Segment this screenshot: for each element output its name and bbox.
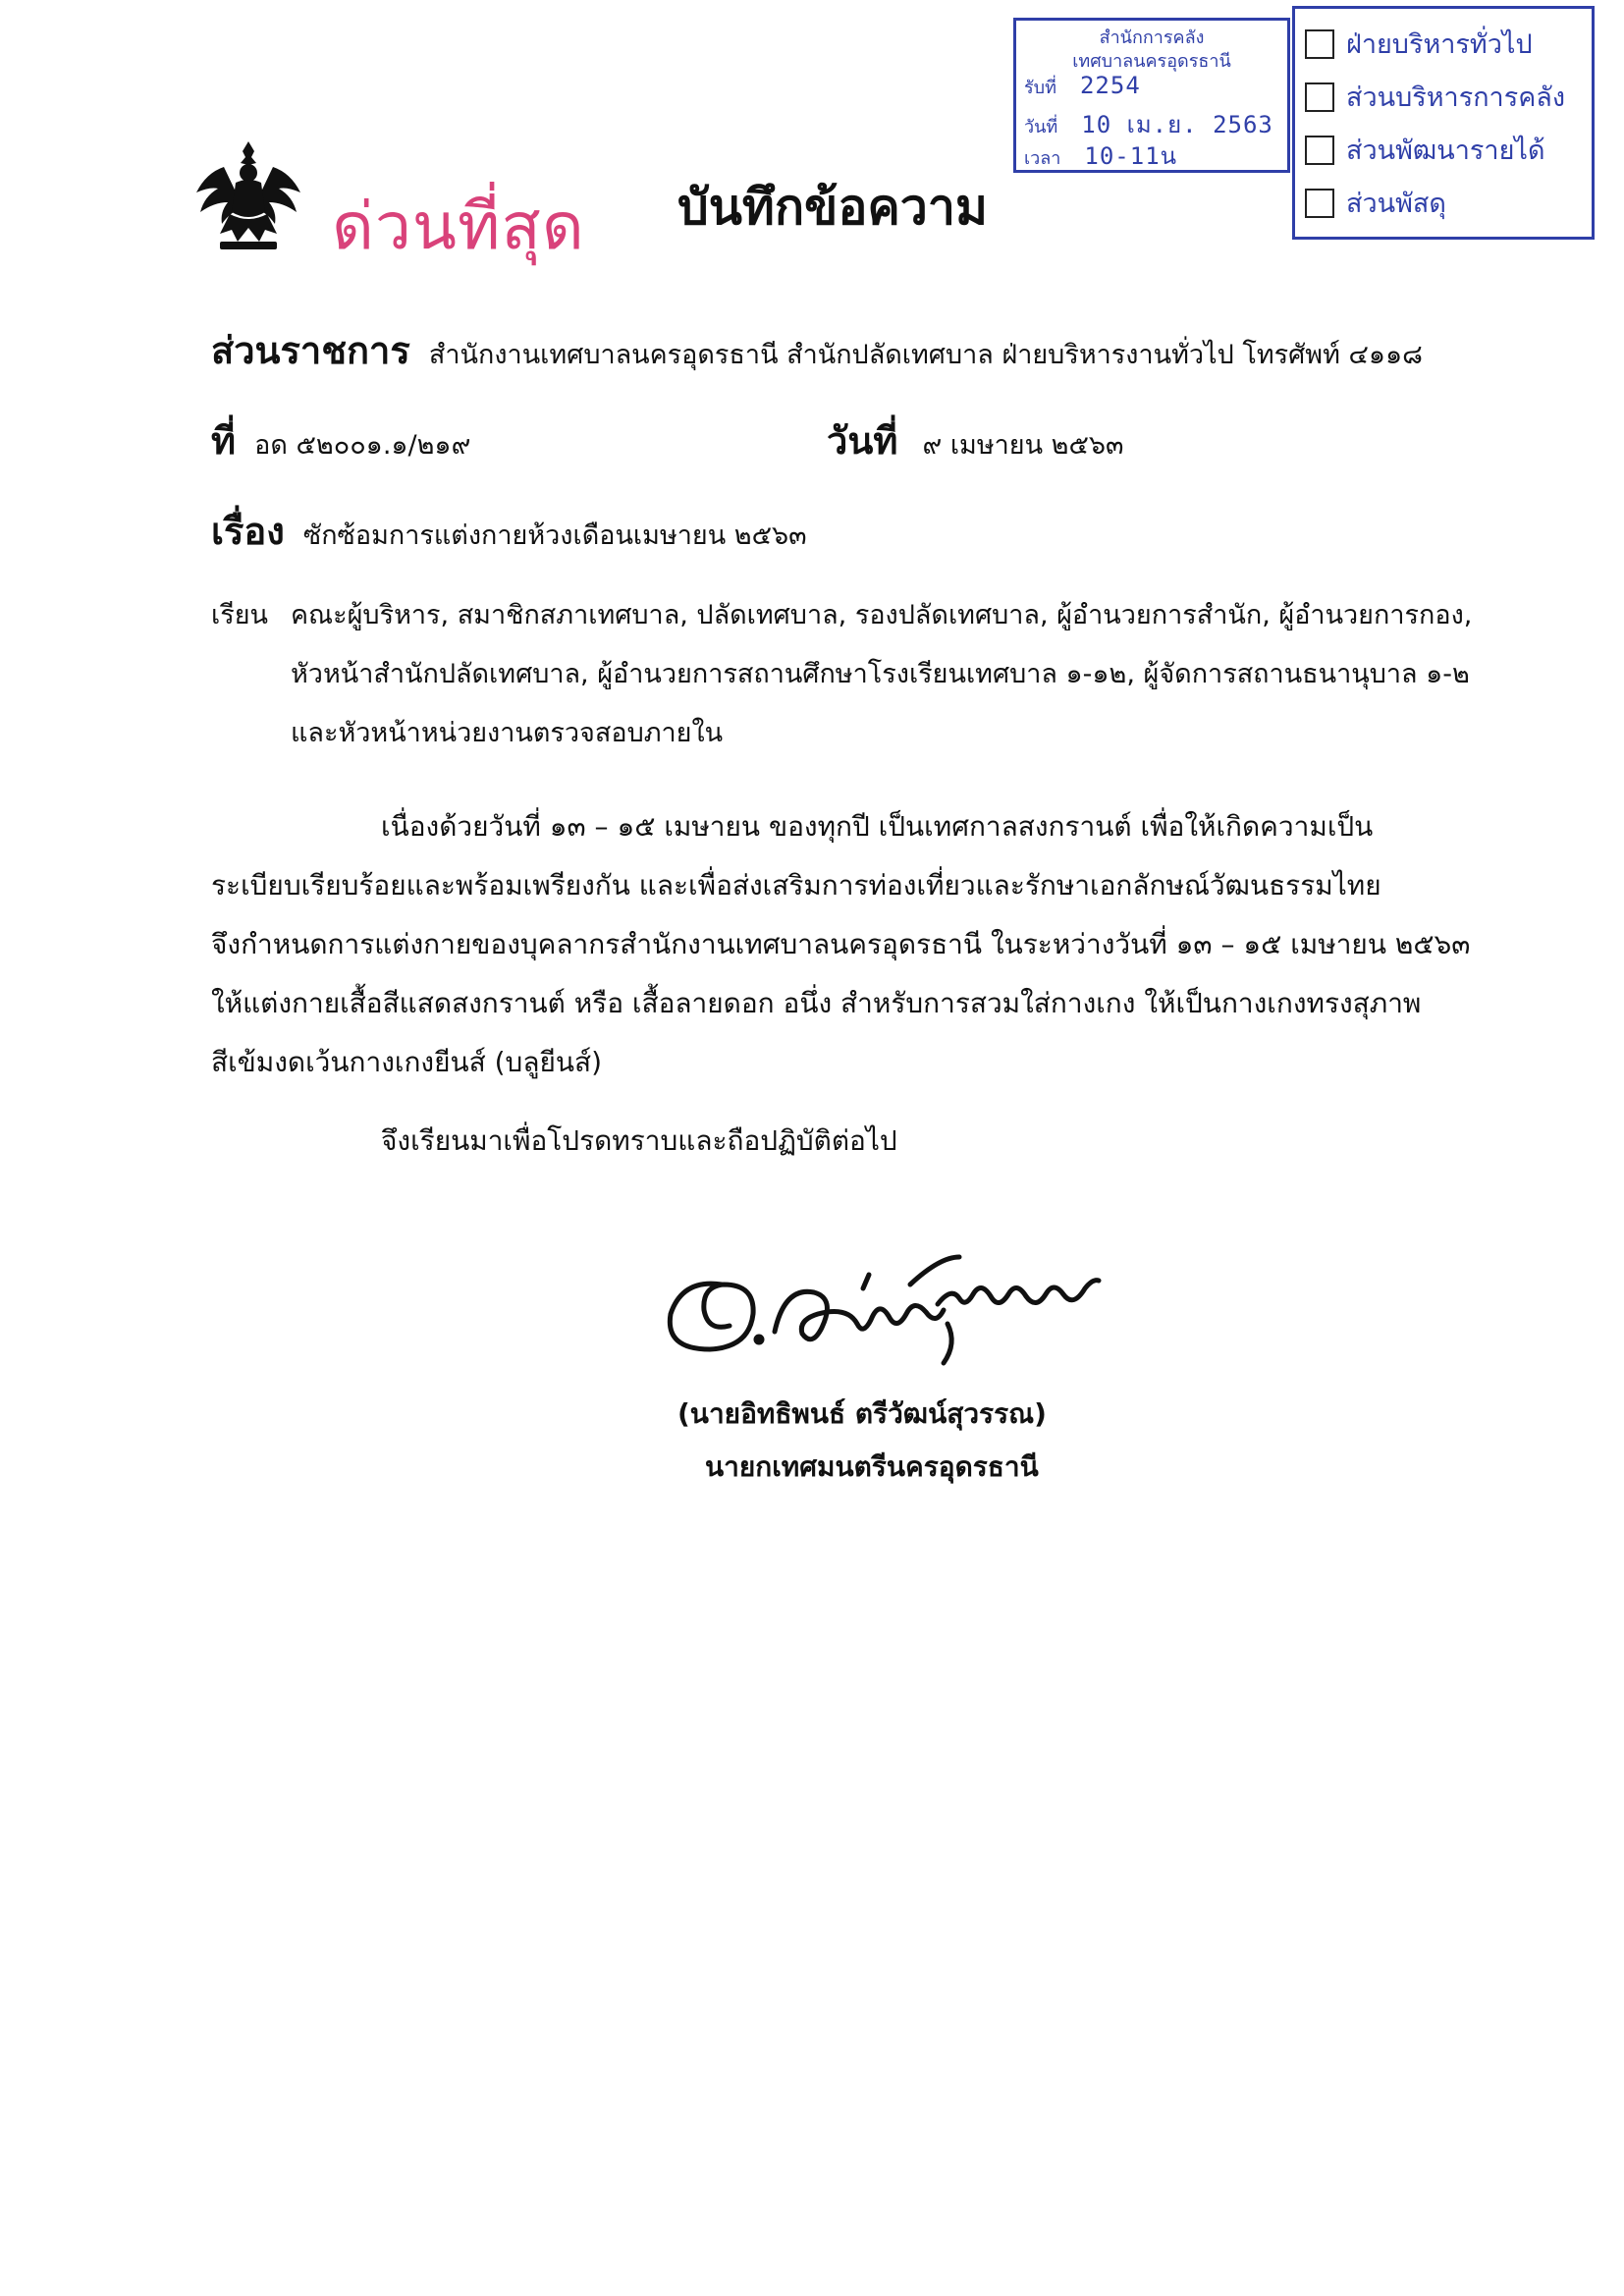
stamp-date-value: 10 เม.ย. 2563 (1081, 111, 1273, 138)
subject-label: เรื่อง (211, 510, 285, 553)
division-item (1305, 129, 1545, 171)
stamp-org-name: สำนักการคลัง (1099, 27, 1205, 48)
addressee-line: หัวหน้าสำนักปลัดเทศบาล, ผู้อำนวยการสถานศึกษาโรงเรียนเทศบาล ๑-๑๒, ผู้จัดการสถานธนานุบาล ๑-๒ (291, 659, 1470, 689)
division-checkbox (1305, 29, 1334, 59)
receive-stamp (1013, 18, 1290, 173)
agency-line (211, 320, 1423, 380)
addressee-line: คณะผู้บริหาร, สมาชิกสภาเทศบาล, ปลัดเทศบาล, รองปลัดเทศบาล, ผู้อำนวยการสำนัก, ผู้อำนวยการกอง, (291, 600, 1473, 630)
date-value: ๙ เมษายน ๒๕๖๓ (922, 430, 1124, 461)
stamp-received-value: 2254 (1079, 72, 1141, 99)
stamp-received-label: รับที่ (1024, 78, 1056, 98)
subject-value: ซักซ้อมการแต่งกายห้วงเดือนเมษายน ๒๕๖๓ (302, 520, 807, 551)
addressee-label: เรียน (211, 600, 269, 630)
division-item-label: ส่วนพัสดุ (1346, 189, 1446, 219)
stamp-org-subname: เทศบาลนครอุดรธานี (1072, 51, 1231, 72)
agency-label: ส่วนราชการ (211, 329, 410, 372)
garuda-emblem-icon (194, 137, 302, 255)
body-line: ระเบียบเรียบร้อยและพร้อมเพรียงกัน และเพื่อส่งเสริมการท่องเที่ยวและรักษาเอกลักษณ์วัฒนธรรมไทย (211, 869, 1381, 902)
body-line: ให้แต่งกายเสื้อสีแสดสงกรานต์ หรือ เสื้อลายดอก อนึ่ง สำหรับการสวมใส่กางเกง ให้เป็นกางเกงทรงสุภาพ (211, 987, 1422, 1019)
division-item-label: ส่วนบริหารการคลัง (1346, 82, 1566, 113)
stamp-time-label: เวลา (1024, 148, 1061, 169)
division-stamp (1292, 6, 1595, 240)
division-checkbox (1305, 82, 1334, 112)
document-title: บันทึกข้อความ (677, 179, 988, 236)
date-label: วันที่ (827, 419, 898, 463)
signature-icon (653, 1245, 1144, 1383)
body-line: เนื่องด้วยวันที่ ๑๓ – ๑๕ เมษายน ของทุกปี เป็นเทศกาลสงกรานต์ เพื่อให้เกิดความเป็น (381, 810, 1374, 843)
stamp-time-row (1024, 137, 1177, 175)
signatory-name: (นายอิทธิพนธ์ ตรีวัฒน์สุวรรณ) (677, 1397, 1047, 1430)
division-item (1305, 23, 1533, 65)
urgency-stamp: ด่วนที่สุด (332, 189, 585, 264)
division-checkbox (1305, 136, 1334, 165)
ref-label: ที่ (211, 419, 237, 463)
agency-value: สำนักงานเทศบาลนครอุดรธานี สำนักปลัดเทศบาล ฝ่ายบริหารงานทั่วไป โทรศัพท์ ๔๑๑๘ (428, 340, 1423, 370)
division-item-label: ฝ่ายบริหารทั่วไป (1346, 29, 1533, 60)
body-line: จึงกำหนดการแต่งกายของบุคลากรสำนักงานเทศบาลนครอุดรธานี ในระหว่างวันที่ ๑๓ – ๑๕ เมษายน ๒๕๖๓ (211, 928, 1471, 960)
subject-line (211, 501, 807, 561)
date-line (827, 410, 1124, 470)
signatory-position: นายกเทศมนตรีนครอุดรธานี (705, 1450, 1039, 1483)
division-item (1305, 182, 1446, 224)
stamp-date-label: วันที่ (1024, 117, 1058, 137)
addressee-line: และหัวหน้าหน่วยงานตรวจสอบภายใน (291, 718, 724, 748)
ref-line (211, 410, 470, 470)
division-item-label: ส่วนพัฒนารายได้ (1346, 136, 1545, 166)
ref-number: อด ๕๒๐๐๑.๑/๒๑๙ (254, 430, 471, 461)
body-line: สีเข้มงดเว้นกางเกงยีนส์ (บลูยีนส์) (211, 1046, 603, 1078)
stamp-received-row (1024, 72, 1141, 101)
division-checkbox (1305, 189, 1334, 218)
division-item (1305, 76, 1565, 118)
stamp-time-value: 10-11น (1084, 142, 1178, 170)
closing-line: จึงเรียนมาเพื่อโปรดทราบและถือปฏิบัติต่อไป (381, 1124, 897, 1157)
